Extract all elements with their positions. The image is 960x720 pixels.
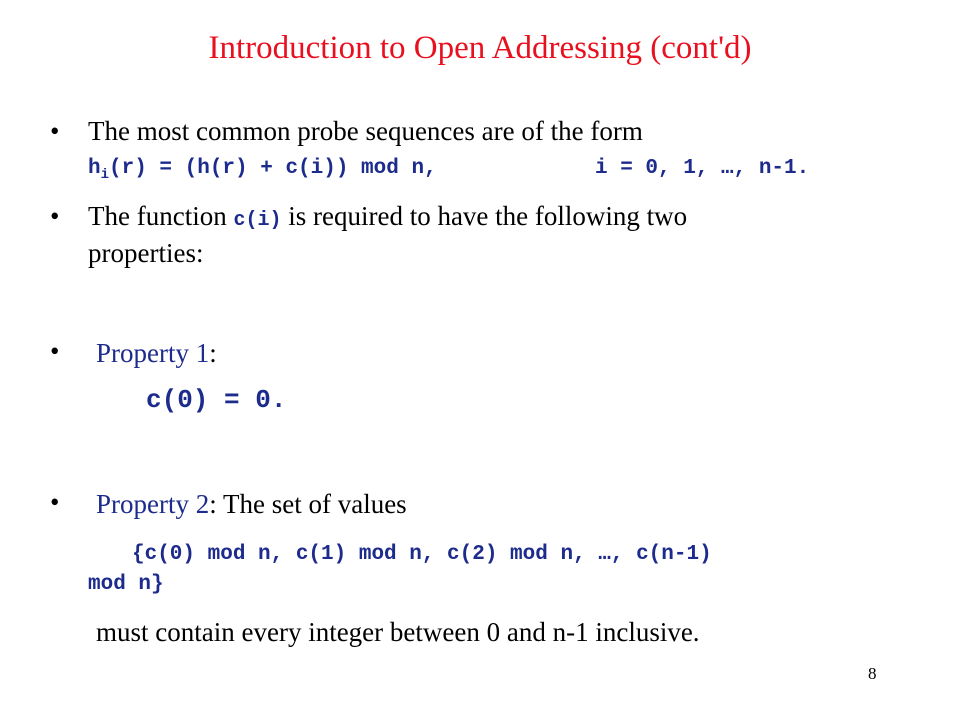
property-1-heading bbox=[96, 338, 217, 369]
bullet-marker: • bbox=[50, 116, 60, 146]
slide-title: Introduction to Open Addressing (cont'd) bbox=[208, 30, 752, 66]
formula-body: (r) = (h(r) + c(i)) mod n, bbox=[109, 157, 437, 180]
function-c-code: c(i) bbox=[233, 209, 282, 232]
bullet-2-text-before: The function bbox=[88, 201, 227, 231]
formula-h: h bbox=[88, 157, 101, 180]
property-1-formula: c(0) = 0. bbox=[146, 385, 287, 415]
property-2-set-line2: mod n} bbox=[88, 573, 164, 596]
formula-range: i = 0, 1, …, n-1. bbox=[595, 157, 810, 180]
property-1-label: Property 1 bbox=[96, 338, 210, 368]
page-number: 8 bbox=[868, 664, 877, 683]
formula-subscript: i bbox=[100, 167, 110, 184]
bullet-2-text-after: is required to have the following two bbox=[288, 201, 688, 231]
property-1-colon: : bbox=[209, 338, 217, 368]
bullet-2-text-line2: properties: bbox=[88, 238, 204, 268]
bullet-marker: • bbox=[50, 201, 60, 231]
probe-formula bbox=[88, 157, 437, 183]
bullet-marker: • bbox=[50, 487, 60, 517]
property-2-text: : The set of values bbox=[209, 489, 407, 519]
bullet-1-text: The most common probe sequences are of the form bbox=[88, 116, 643, 146]
bullet-marker: • bbox=[50, 336, 60, 366]
property-2-set-line1: {c(0) mod n, c(1) mod n, c(2) mod n, …, c(n-1) bbox=[132, 543, 712, 566]
property-2-conclusion: must contain every integer between 0 and n-1 inclusive. bbox=[96, 617, 700, 647]
bullet-2-text bbox=[88, 201, 687, 232]
property-2-heading bbox=[96, 489, 407, 520]
property-2-label: Property 2 bbox=[96, 489, 210, 519]
